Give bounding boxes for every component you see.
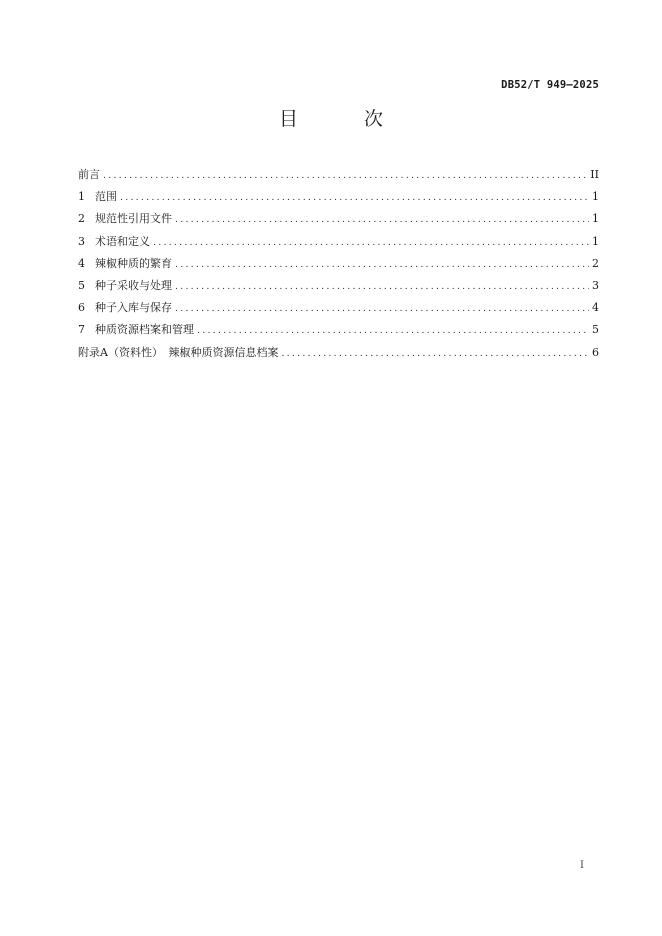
dot-leader	[175, 281, 589, 292]
dot-leader	[103, 170, 587, 181]
toc-entry-label: 辣椒种质的繁育	[95, 256, 172, 270]
dot-leader	[175, 214, 589, 225]
toc-entry-page: 1	[592, 190, 599, 204]
toc-entry-number: 1	[78, 190, 85, 204]
dot-leader	[175, 303, 589, 314]
toc-entry-number: 3	[78, 234, 85, 248]
toc-entry-label: 种子入库与保存	[95, 301, 172, 315]
toc-entry-foreword[interactable]	[78, 166, 599, 188]
toc-entry-page: 3	[592, 278, 599, 292]
dot-leader	[175, 259, 589, 270]
page-number: I	[580, 860, 584, 871]
toc-entry-number: 7	[78, 323, 85, 337]
dot-leader	[197, 325, 589, 336]
toc-entry-appendix-a[interactable]	[78, 344, 599, 366]
toc-entry-label: 范围	[95, 190, 117, 204]
toc-entry-seed-storage[interactable]	[78, 299, 599, 321]
table-of-contents	[78, 166, 599, 366]
toc-entry-page: 1	[592, 212, 599, 226]
document-code: DB52/T 949—2025	[501, 79, 599, 91]
toc-entry-label: 种质资源档案和管理	[95, 323, 194, 337]
dot-leader	[120, 192, 589, 203]
toc-entry-normative-references[interactable]	[78, 210, 599, 232]
toc-entry-scope[interactable]	[78, 188, 599, 210]
toc-entry-label: 规范性引用文件	[95, 212, 172, 226]
dot-leader	[153, 237, 589, 248]
toc-entry-number: 5	[78, 278, 85, 292]
toc-entry-number: 4	[78, 256, 85, 270]
toc-entry-label: 种子采收与处理	[95, 278, 172, 292]
toc-entry-number: 2	[78, 212, 85, 226]
dot-leader	[281, 348, 589, 359]
toc-entry-label: 前言	[78, 168, 100, 181]
toc-entry-terms-definitions[interactable]	[78, 233, 599, 255]
toc-entry-archive-management[interactable]	[78, 321, 599, 343]
toc-entry-number: 6	[78, 301, 85, 315]
toc-entry-page: 5	[592, 323, 599, 337]
toc-entry-page: 2	[592, 256, 599, 270]
toc-entry-breeding[interactable]	[78, 255, 599, 277]
toc-entry-label: 附录A（资料性） 辣椒种质资源信息档案	[78, 345, 279, 359]
toc-entry-seed-harvest[interactable]	[78, 277, 599, 299]
toc-entry-page: 1	[592, 234, 599, 248]
toc-entry-page: 6	[592, 345, 599, 359]
toc-entry-page: 4	[592, 301, 599, 315]
toc-title: 目 次	[278, 108, 414, 130]
toc-entry-page: II	[590, 168, 599, 181]
toc-entry-label: 术语和定义	[95, 234, 150, 248]
